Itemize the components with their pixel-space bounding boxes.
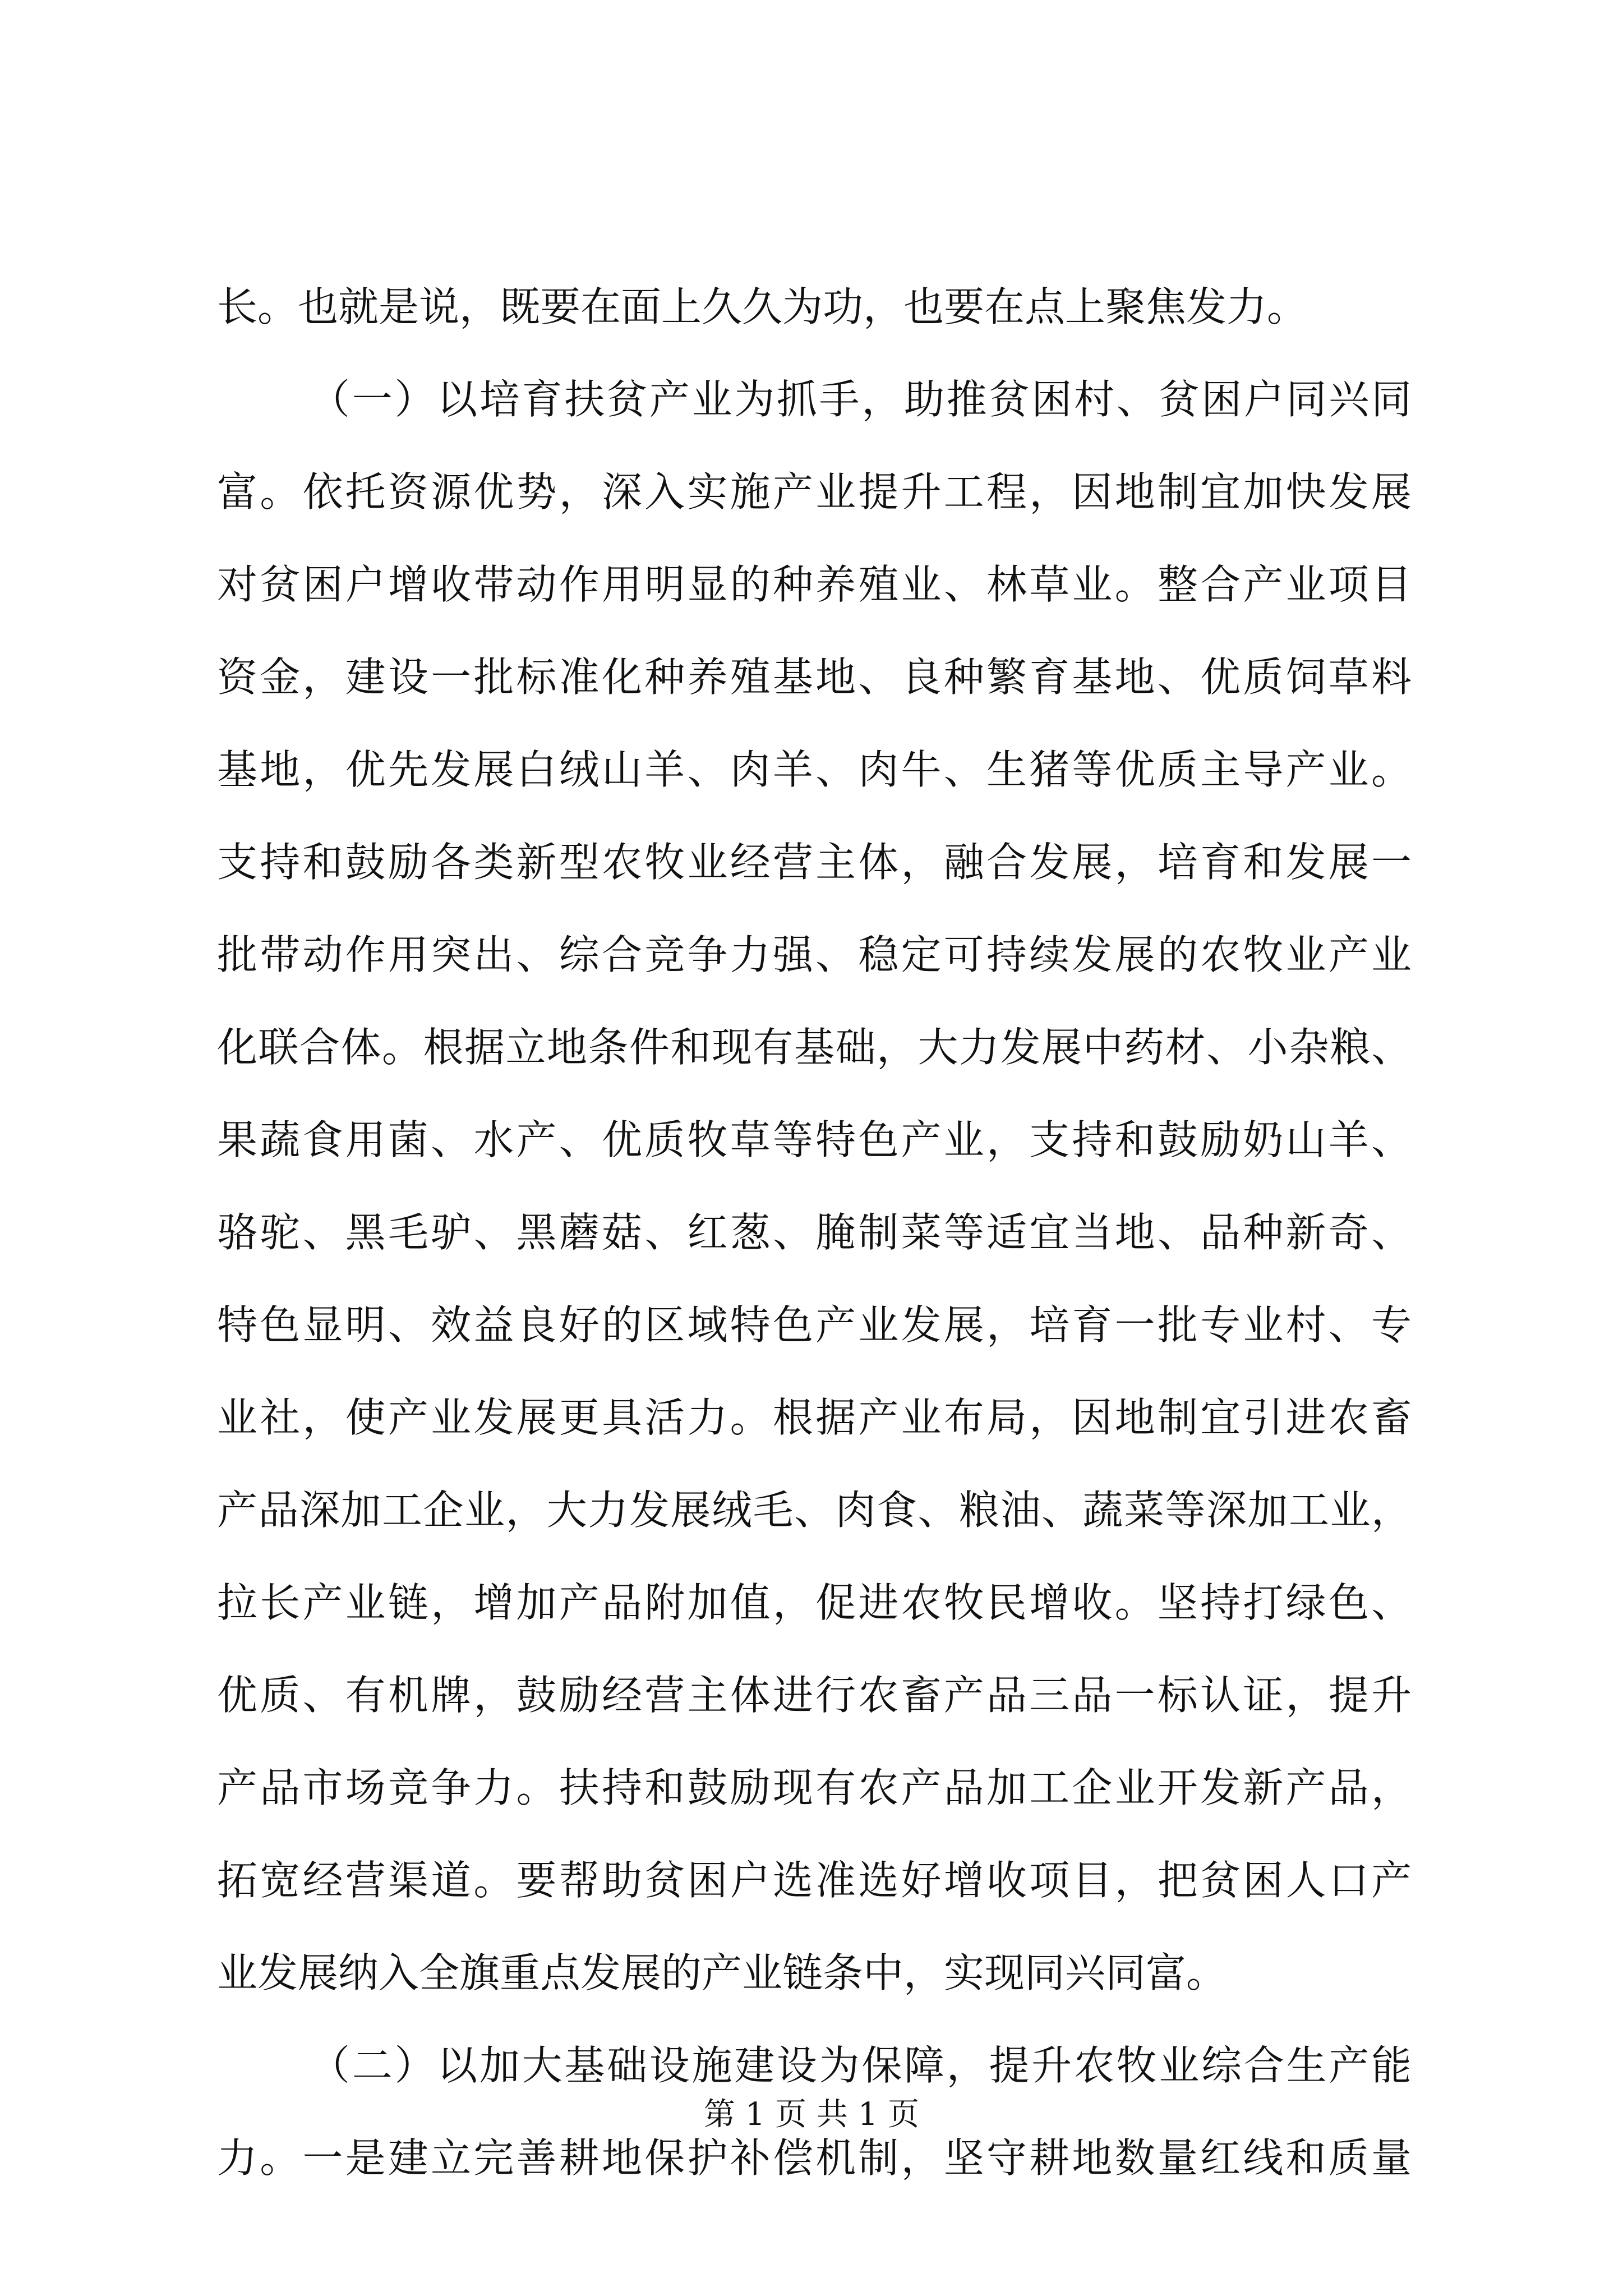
text-line: 拉长产业链，增加产品附加值，促进农牧民增收。坚持打绿色、 <box>217 1579 1412 1626</box>
text-line: 业社，使产业发展更具活力。根据产业布局，因地制宜引进农畜 <box>217 1394 1412 1441</box>
text-line: 对贫困户增收带动作用明显的种养殖业、林草业。整合产业项目 <box>217 561 1412 608</box>
text-line: 富。依托资源优势，深入实施产业提升工程，因地制宜加快发展 <box>217 468 1412 516</box>
text-line: 基地，优先发展白绒山羊、肉羊、肉牛、生猪等优质主导产业。 <box>217 746 1412 793</box>
text-line: 拓宽经营渠道。要帮助贫困户选准选好增收项目，把贫困人口产 <box>217 1857 1412 1904</box>
page-footer: 第 1 页 共 1 页 <box>703 2096 920 2133</box>
paragraph-heading-1: （一）以培育扶贫产业为抓手，助推贫困村、贫困户同兴同 <box>310 376 1412 423</box>
text-line: 优质、有机牌，鼓励经营主体进行农畜产品三品一标认证，提升 <box>217 1672 1412 1719</box>
text-line: 力。一是建立完善耕地保护补偿机制，坚守耕地数量红线和质量 <box>217 2134 1412 2182</box>
text-line: 产品深加工企业，大力发展绒毛、肉食、粮油、蔬菜等深加工业， <box>217 1487 1412 1534</box>
text-line: 批带动作用突出、综合竞争力强、稳定可持续发展的农牧业产业 <box>217 931 1412 978</box>
text-line: 业发展纳入全旗重点发展的产业链条中，实现同兴同富。 <box>217 1949 1227 1996</box>
text-line: 果蔬食用菌、水产、优质牧草等特色产业，支持和鼓励奶山羊、 <box>217 1116 1412 1163</box>
text-line: 骆驼、黑毛驴、黑蘑菇、红葱、腌制菜等适宜当地、品种新奇、 <box>217 1209 1412 1256</box>
text-line: 资金，建设一批标准化种养殖基地、良种繁育基地、优质饲草料 <box>217 654 1412 701</box>
text-line: 化联合体。根据立地条件和现有基础，大力发展中药材、小杂粮、 <box>217 1024 1412 1071</box>
document-body <box>217 261 1412 2205</box>
text-line: 支持和鼓励各类新型农牧业经营主体，融合发展，培育和发展一 <box>217 839 1412 886</box>
text-line: 特色显明、效益良好的区域特色产业发展，培育一批专业村、专 <box>217 1301 1412 1349</box>
paragraph-heading-2: （二）以加大基础设施建设为保障，提升农牧业综合生产能 <box>310 2042 1412 2089</box>
text-line: 产品市场竞争力。扶持和鼓励现有农产品加工企业开发新产品， <box>217 1764 1412 1811</box>
text-line: 长。也就是说，既要在面上久久为功，也要在点上聚焦发力。 <box>217 283 1308 330</box>
